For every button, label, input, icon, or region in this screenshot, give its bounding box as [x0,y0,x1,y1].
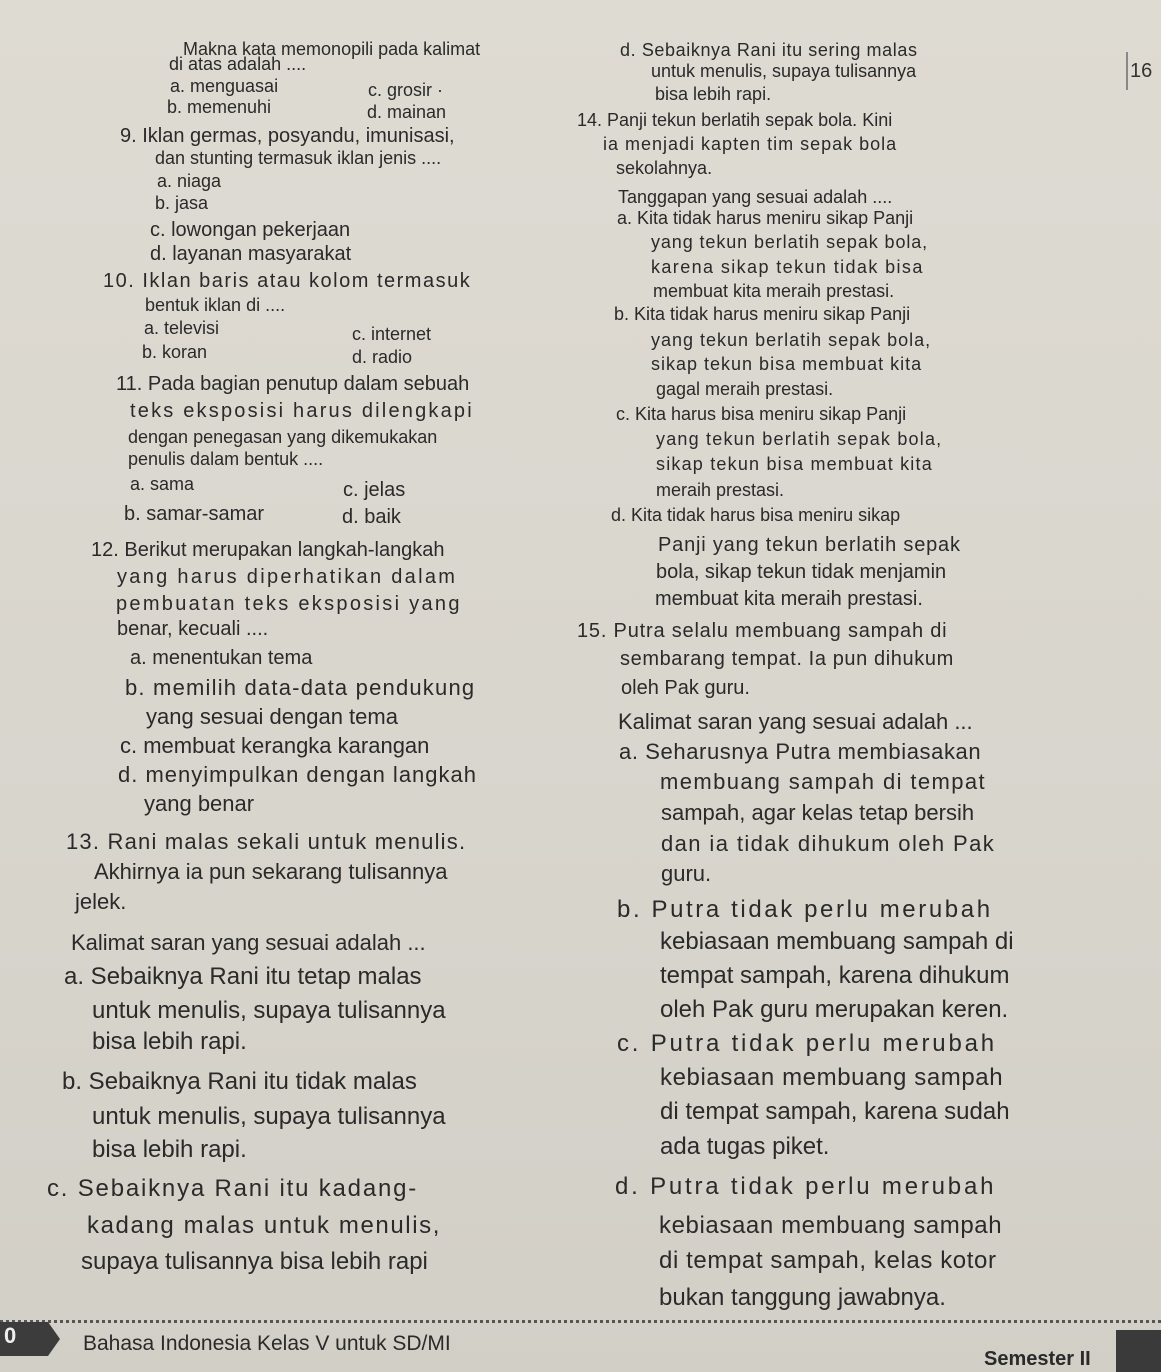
option-d-cont: bola, sikap tekun tidak menjamin [656,561,947,583]
option-b-cont: bisa lebih rapi. [92,1136,247,1163]
option-d: d. Kita tidak harus bisa meniru sikap [611,505,901,525]
option-a: a. Sebaiknya Rani itu tetap malas [64,963,422,990]
question-12-stem-line: pembuatan teks eksposisi yang [116,593,462,615]
option-d: d. mainan [367,102,447,122]
option-c: c. Sebaiknya Rani itu kadang- [47,1175,419,1202]
option-d-cont: bukan tanggung jawabnya. [659,1284,946,1311]
option-b-cont: tempat sampah, karena dihukum [660,962,1010,989]
option-d: d. radio [352,347,413,367]
option-a: a. menentukan tema [130,647,313,669]
option-a: a. Seharusnya Putra membiasakan [619,739,982,764]
option-a: a. Kita tidak harus meniru sikap Panji [617,208,914,228]
question-15-stem-line: oleh Pak guru. [621,677,750,699]
question-12-stem-line: yang harus diperhatikan dalam [117,566,458,588]
option-c: c. membuat kerangka karangan [120,733,430,758]
option-c: c. grosir · [368,80,444,100]
option-b-cont: sikap tekun bisa membuat kita [651,354,923,374]
question-13-stem-line: 13. Rani malas sekali untuk menulis. [66,829,467,854]
option-a: a. menguasai [170,76,279,96]
option-a-cont: guru. [661,861,712,886]
footer-book-title: Bahasa Indonesia Kelas V untuk SD/MI [83,1332,451,1355]
option-b-cont: yang tekun berlatih sepak bola, [651,330,932,350]
option-c-cont: kadang malas untuk menulis, [87,1212,442,1239]
option-a: a. televisi [144,318,220,338]
question-8-stem-line: Makna kata memonopili pada kalimat [183,39,481,59]
option-c: c. lowongan pekerjaan [150,219,351,241]
option-c-cont: sikap tekun bisa membuat kita [656,454,933,474]
question-9-stem-line: 9. Iklan germas, posyandu, imunisasi, [120,125,455,147]
question-10-stem-line: bentuk iklan di .... [145,295,286,315]
question-14-stem-line: ia menjadi kapten tim sepak bola [603,134,898,154]
option-a-cont: bisa lebih rapi. [92,1028,247,1055]
option-d-cont: bisa lebih rapi. [655,84,772,104]
page-number-divider [1126,52,1128,90]
footer-dotted-rule [0,1320,1161,1326]
question-10-stem-line: 10. Iklan baris atau kolom termasuk [103,270,472,292]
question-12-stem-line: benar, kecuali .... [117,618,269,640]
option-b: b. Kita tidak harus meniru sikap Panji [614,304,911,324]
option-c: c. Putra tidak perlu merubah [617,1030,997,1057]
option-a-cont: karena sikap tekun tidak bisa [651,257,924,277]
question-11-stem-line: penulis dalam bentuk .... [128,449,324,469]
option-a: a. sama [130,474,195,494]
question-11-stem-line: 11. Pada bagian penutup dalam sebuah [116,373,470,395]
option-d: d. layanan masyarakat [150,243,352,265]
question-8-stem-line: di atas adalah .... [169,54,307,74]
option-c-cont: supaya tulisannya bisa lebih rapi [81,1248,428,1275]
option-a-cont: dan ia tidak dihukum oleh Pak [661,831,996,856]
question-15-stem-line: sembarang tempat. Ia pun dihukum [620,648,954,670]
option-d: d. Putra tidak perlu merubah [615,1173,997,1200]
option-b-cont: yang sesuai dengan tema [146,704,398,729]
option-b-cont: oleh Pak guru merupakan keren. [660,996,1009,1023]
question-15-stem-line: 15. Putra selalu membuang sampah di [577,620,948,642]
option-d: d. baik [342,506,401,528]
option-d-cont: kebiasaan membuang sampah [659,1212,1003,1239]
footer-corner-block [1116,1330,1161,1372]
option-b: b. memenuhi [167,97,272,117]
option-d-cont: Panji yang tekun berlatih sepak [658,534,961,556]
question-12-stem-line: 12. Berikut merupakan langkah-langkah [91,539,445,561]
option-a-cont: membuang sampah di tempat [660,769,987,794]
option-b-cont: kebiasaan membuang sampah di [660,928,1014,955]
option-b: b. Putra tidak perlu merubah [617,896,993,923]
option-b-cont: gagal meraih prestasi. [656,379,834,399]
option-c: c. internet [352,324,432,344]
option-b: b. koran [142,342,208,362]
option-a-cont: untuk menulis, supaya tulisannya [92,997,446,1024]
option-d-cont: untuk menulis, supaya tulisannya [651,61,917,81]
option-b: b. Sebaiknya Rani itu tidak malas [62,1068,417,1095]
question-11-stem-line: dengan penegasan yang dikemukakan [128,427,438,447]
option-a-cont: sampah, agar kelas tetap bersih [661,800,975,825]
option-d-cont: yang benar [144,791,255,816]
question-13-stem-line: jelek. [75,889,127,914]
question-13-stem-line: Akhirnya ia pun sekarang tulisannya [94,859,448,884]
footer-page-number: 0 [4,1323,17,1348]
option-a-cont: membuat kita meraih prestasi. [653,281,895,301]
option-c-cont: ada tugas piket. [660,1133,830,1160]
option-d-cont: di tempat sampah, kelas kotor [659,1247,997,1274]
option-d: d. menyimpulkan dengan langkah [118,762,478,787]
option-b-cont: untuk menulis, supaya tulisannya [92,1103,446,1130]
option-b: b. samar-samar [124,503,265,525]
page-number: 16 [1130,60,1153,82]
option-b: b. jasa [155,193,209,213]
question-9-stem-line: dan stunting termasuk iklan jenis .... [155,148,442,168]
option-c: c. jelas [343,479,406,501]
option-c-cont: meraih prestasi. [656,480,785,500]
question-14-stem-line: 14. Panji tekun berlatih sepak bola. Kini [577,110,893,130]
question-14-stem-line: Tanggapan yang sesuai adalah .... [618,187,893,207]
option-b: b. memilih data-data pendukung [125,675,476,700]
question-13-stem-line: Kalimat saran yang sesuai adalah ... [71,930,426,955]
question-15-stem-line: Kalimat saran yang sesuai adalah ... [618,709,973,734]
option-a-cont: yang tekun berlatih sepak bola, [651,232,929,252]
option-c-cont: yang tekun berlatih sepak bola, [656,429,943,449]
option-d-cont: membuat kita meraih prestasi. [655,588,923,610]
option-a: a. niaga [157,171,222,191]
footer-semester: Semester II [984,1348,1091,1370]
question-11-stem-line: teks eksposisi harus dilengkapi [130,400,474,422]
option-d: d. Sebaiknya Rani itu sering malas [620,40,918,60]
question-14-stem-line: sekolahnya. [616,158,713,178]
option-c-cont: di tempat sampah, karena sudah [660,1098,1010,1125]
option-c-cont: kebiasaan membuang sampah [660,1064,1004,1091]
option-c: c. Kita harus bisa meniru sikap Panji [616,404,907,424]
